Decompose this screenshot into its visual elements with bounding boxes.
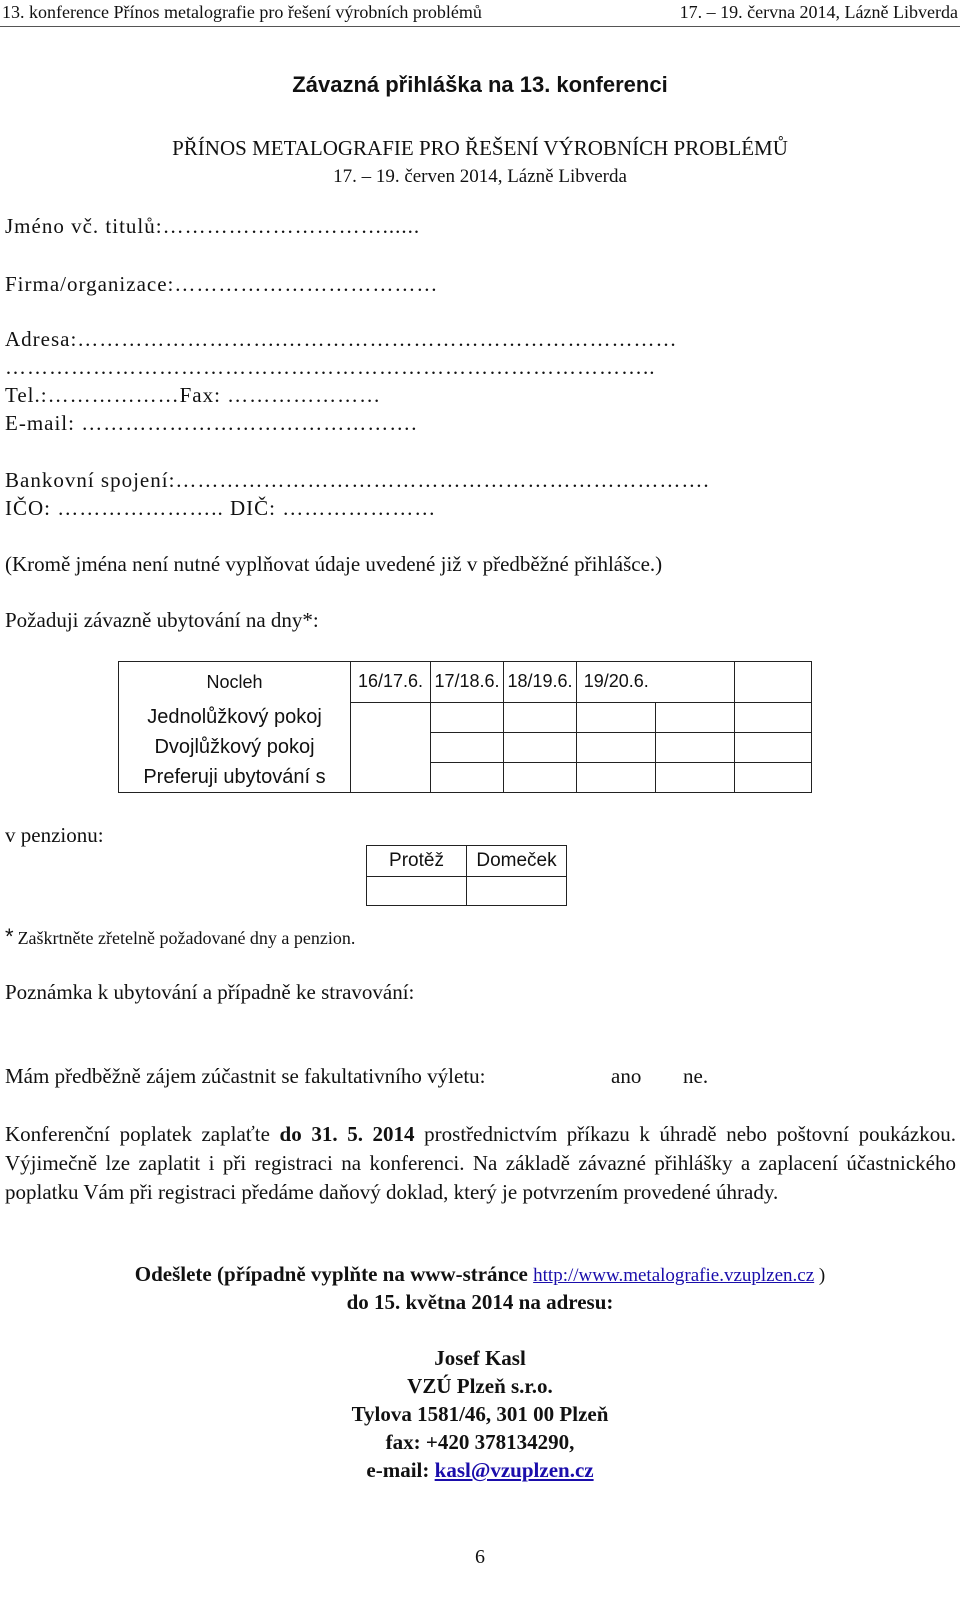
pension-option: Domeček (467, 846, 567, 877)
room-type-label: Jednolůžkový pokoj (119, 702, 351, 732)
conference-dates: 17. – 19. červen 2014, Lázně Libverda (333, 166, 627, 187)
checkbox-cell[interactable] (351, 702, 431, 732)
email-field[interactable]: E-mail: ………………………………………. (5, 411, 418, 435)
room-type-label: Dvojlůžkový pokoj (119, 732, 351, 762)
empty-cell (431, 762, 504, 793)
contact-fax: fax: +420 378134290, (385, 1430, 575, 1454)
organization-field[interactable]: Firma/organizace:……………………………… (5, 272, 439, 296)
payment-paragraph (5, 1120, 956, 1207)
pension-label: v penzionu: (5, 823, 104, 847)
bank-field[interactable]: Bankovní spojení:………………………………………………………………. (5, 468, 710, 492)
send-text-end: ) (814, 1265, 826, 1286)
address-field[interactable]: Adresa:……………………….……………………………………………… (5, 327, 678, 351)
checkbox-cell[interactable] (431, 702, 504, 732)
website-link[interactable]: http://www.metalografie.vzuplzen.cz (533, 1265, 815, 1286)
checkbox-cell[interactable] (504, 702, 577, 732)
checkbox-cell[interactable] (351, 732, 431, 762)
empty-cell (577, 762, 656, 793)
empty-header-cell (735, 662, 812, 703)
pension-option: Protěž (367, 846, 467, 877)
contact-company: VZÚ Plzeň s.r.o. (407, 1374, 553, 1398)
footnote-text: Zaškrtněte zřetelně požadované dny a penzion. (17, 928, 356, 948)
contact-name: Josef Kasl (434, 1346, 526, 1370)
checkbox-cell[interactable] (577, 732, 656, 762)
payment-deadline: do 31. 5. 2014 (279, 1122, 415, 1146)
ico-dic-field[interactable]: IČO: ………………….. DIČ: ………………… (5, 496, 437, 520)
empty-cell (351, 762, 431, 793)
night-header: 18/19.6. (504, 662, 577, 703)
empty-cell (656, 762, 735, 793)
header-divider (0, 26, 960, 27)
trip-yes-option[interactable]: ano (611, 1064, 642, 1088)
footnote-star: * (5, 924, 14, 949)
checkbox-cell[interactable] (431, 732, 504, 762)
name-field[interactable]: Jméno vč. titulů:…………………………...... (5, 214, 421, 238)
contact-street: Tylova 1581/46, 301 00 Plzeň (351, 1402, 609, 1426)
checkbox-cell[interactable] (656, 702, 735, 732)
accommodation-request: Požaduji závazně ubytování na dny*: (5, 608, 319, 632)
night-header: 17/18.6. (431, 662, 504, 703)
checkbox-cell[interactable] (577, 702, 656, 732)
payment-text-rest: prostřednictvím příkazu k úhradě nebo poštovní poukázkou. Výjimečně lze zaplatit i při registraci na konferenci. Na základě závazné přihlášky a zaplacení účastnického poplatku Vám při registraci předáme daňový doklad, který je potvrzením provedené úhrady. (5, 1122, 956, 1204)
nocleh-header: Nocleh (119, 662, 351, 703)
address-continuation-field[interactable]: …………………………………………………………………………….. (5, 355, 656, 379)
running-header-title: 13. konference Přínos metalografie pro řešení výrobních problémů (2, 2, 482, 22)
checkbox-cell[interactable] (735, 702, 812, 732)
conference-name: PŘÍNOS METALOGRAFIE PRO ŘEŠENÍ VÝROBNÍCH PROBLÉMŮ (172, 136, 788, 160)
payment-text-start: Konferenční poplatek zaplaťte (5, 1122, 280, 1146)
trip-question: Mám předběžně zájem zúčastnit se fakultativního výletu: (5, 1064, 486, 1088)
send-deadline: do 15. května 2014 na adresu: (346, 1290, 614, 1314)
contact-email-line (0, 1458, 960, 1483)
pension-preference-label: Preferuji ubytování s (119, 762, 351, 793)
night-header: 19/20.6. (577, 662, 656, 703)
page-number: 6 (475, 1546, 485, 1568)
empty-cell (504, 762, 577, 793)
pension-checkbox-cell[interactable] (467, 877, 567, 906)
night-header: 16/17.6. (351, 662, 431, 703)
send-text: Odešlete (případně vyplňte na www-stránce (134, 1262, 534, 1286)
prelim-note: (Kromě jména není nutné vyplňovat údaje uvedené již v předběžné přihlášce.) (5, 552, 663, 576)
tel-fax-field[interactable]: Tel.:………………Fax: ………………… (5, 383, 382, 407)
form-title: Závazná přihláška na 13. konferenci (292, 72, 668, 97)
accommodation-table (118, 661, 812, 793)
checkbox-cell[interactable] (735, 732, 812, 762)
email-label: e-mail: (366, 1458, 435, 1482)
pension-table (366, 845, 567, 906)
checkbox-cell[interactable] (656, 732, 735, 762)
empty-cell (735, 762, 812, 793)
email-link[interactable]: kasl@vzuplzen.cz (434, 1458, 594, 1482)
send-instructions (0, 1262, 960, 1287)
checkbox-cell[interactable] (504, 732, 577, 762)
empty-header-cell (656, 662, 735, 703)
trip-no-option[interactable]: ne. (683, 1064, 709, 1088)
meal-note-label: Poznámka k ubytování a případně ke stravování: (5, 980, 415, 1004)
footnote (5, 924, 355, 950)
running-header-dates: 17. – 19. června 2014, Lázně Libverda (679, 2, 958, 22)
pension-checkbox-cell[interactable] (367, 877, 467, 906)
